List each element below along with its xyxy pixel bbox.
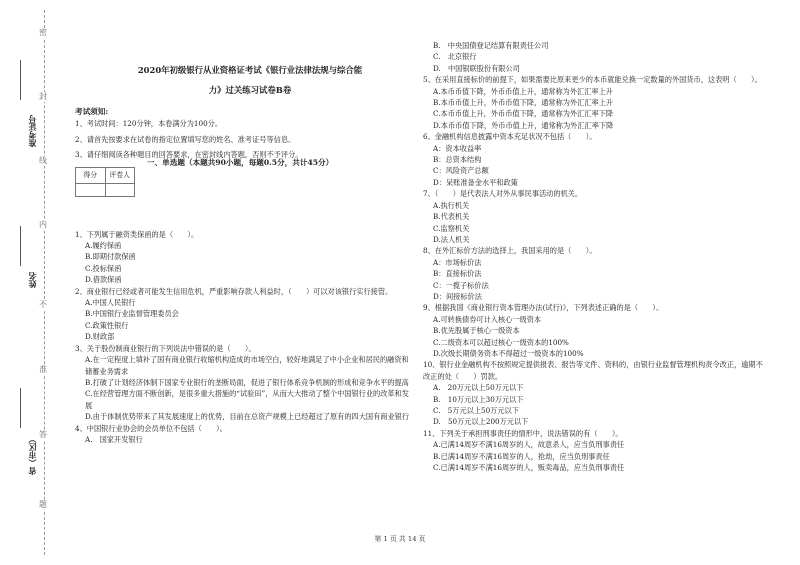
- notes-heading: 考试须知:: [75, 107, 109, 116]
- seal-word: 内: [39, 220, 47, 229]
- seal-word: 准: [39, 365, 47, 374]
- question-stem: 1、下列属于融资类保函的是（ ）。: [75, 229, 199, 239]
- seal-word: 题: [39, 500, 47, 509]
- answer-option: B：直接标价法: [433, 269, 482, 279]
- note-item: 1、考试时间：120分钟，本卷满分为100分。: [75, 119, 223, 129]
- answer-option: C：一揽子标价法: [433, 280, 489, 290]
- answer-option: A.在一定程度上填补了国有商业银行收缩机构造成的市场空白，较好地满足了中小企业和居民的融资和储蓄业务需求: [85, 355, 409, 376]
- score-box-entry[interactable]: [75, 184, 135, 197]
- question-stem: 3、关于股份制商业银行的下列说法中错误的是（ ）。: [75, 343, 256, 353]
- binding-strip: [0, 0, 60, 565]
- answer-option: D. 中国银联股份有限公司: [433, 63, 520, 73]
- question-stem: 6、金融机构信息披露中资本充足状况不包括（ ）。: [423, 132, 597, 142]
- answer-option: D.由于体制优势带来了其发展速度上的优势，目前在总资产规模上已经超过了原有的四大国有商业银行: [85, 412, 410, 422]
- answer-option: A.履约保函: [85, 241, 122, 251]
- right-column: [423, 40, 768, 473]
- answer-option: D.本币币值下降，外币币值上升，通常称为外汇汇率下降: [433, 120, 614, 130]
- question-stem: 11、下列关于承担刑事责任的情形中，说法错误的有（ ）。: [423, 428, 623, 438]
- left-column: [75, 60, 415, 445]
- province-field[interactable]: [20, 388, 21, 428]
- answer-option: D. 50万元以上200万元以下: [433, 417, 529, 427]
- name-field[interactable]: [20, 226, 21, 266]
- section-title: 一、单选题（本题共90小题，每题0.5分，共计45分）: [147, 157, 334, 167]
- answer-option: B. 10万元以上30万元以下: [433, 394, 524, 404]
- answer-option: C：风险资产总额: [433, 166, 489, 176]
- answer-option: C.政策性银行: [85, 320, 129, 330]
- admission-number-field[interactable]: [20, 60, 21, 100]
- answer-option: C.本币币值上升，外币币值下降，通常称为外汇汇率下降: [433, 109, 614, 119]
- grader-label: 评卷人: [109, 170, 130, 179]
- answer-option: C. 5万元以上50万元以下: [433, 406, 519, 415]
- question-stem: 7、（ ）是代表法人对外从事民事活动的机关。: [423, 189, 583, 199]
- page-footer: 第 1 页 共 14 页: [374, 535, 426, 543]
- answer-option: A.可转换债券可计入核心一级资本: [433, 314, 542, 324]
- answer-option: A.已满14周岁不满16周岁的人，故意杀人，应当负刑事责任: [433, 440, 625, 450]
- score-label: 得分: [76, 168, 106, 183]
- answer-option: A：市场标价法: [433, 257, 482, 267]
- answer-option: C.已满14周岁不满16周岁的人，贩卖毒品，应当负刑事责任: [433, 463, 625, 473]
- exam-title: [75, 60, 415, 100]
- question-stem: 5、在采用直接标价的前提下，如果需要比原来更少的本币就能兑换一定数量的外国货币，这表明（ ）。: [423, 75, 762, 85]
- answer-option: B.即期付款保函: [85, 252, 136, 262]
- seal-word: 答: [39, 430, 47, 439]
- answer-option: D.财政部: [85, 332, 115, 342]
- answer-option: C. 北京银行: [433, 52, 477, 62]
- answer-option: C.二级资本可以超过核心一级资本的100%: [433, 337, 569, 347]
- answer-option: D.法人机关: [433, 234, 470, 244]
- answer-option: B.中国银行业监督管理委员会: [85, 309, 179, 319]
- question-stem: 4、中国银行业协会的会员单位不包括（ ）。: [75, 423, 227, 433]
- exam-title-line-2: 力》过关练习试卷B卷: [208, 85, 292, 95]
- grader-entry-cell[interactable]: [106, 184, 135, 196]
- answer-option: A.本币币值下降，外币币值上升，通常称为外汇汇率上升: [433, 86, 613, 96]
- answer-option: B.优先股属于核心一级资本: [433, 326, 520, 336]
- score-box: [75, 167, 135, 184]
- seal-word: 密: [39, 28, 47, 37]
- seal-word: 不: [39, 300, 47, 309]
- answer-option: A. 国家开发银行: [85, 434, 143, 444]
- section-header: [75, 157, 415, 195]
- answer-option: A.中国人民银行: [85, 298, 136, 308]
- answer-option: A：资本收益率: [433, 143, 482, 153]
- exam-title-line-1: 2020年初级银行从业资格证考试《银行业法律法规与综合能: [137, 65, 363, 75]
- question-stem: 2、商业银行已经或者可能发生信用危机，严重影响存款人利益时，（ ）可以对该银行实行接管。: [75, 286, 393, 296]
- question-list-left: [75, 229, 415, 446]
- answer-option: B.代表机关: [433, 212, 470, 222]
- name-label: 姓名: [27, 272, 37, 288]
- seal-word: 封: [39, 92, 47, 101]
- question-stem: 8、在外汇标价方法的选择上，我国采用的是（ ）。: [423, 246, 597, 256]
- note-item: 3、请仔细阅读各种题目的回答要求，在密封线内答题，否则不予评分。: [75, 150, 303, 160]
- answer-option: B.本币币值上升，外币币值下降，通常称为外汇汇率上升: [433, 98, 614, 108]
- answer-option: C.监察机关: [433, 223, 470, 233]
- answer-option: C.投标保函: [85, 263, 122, 273]
- answer-option: A.执行机关: [433, 200, 470, 210]
- score-entry-cell[interactable]: [76, 184, 106, 196]
- answer-option: B.已满14周岁不满16周岁的人，抢劫，应当负刑事责任: [433, 451, 610, 461]
- seal-word: 线: [39, 156, 47, 165]
- answer-option: B：总资本结构: [433, 155, 482, 165]
- answer-option: B.打破了计划经济体制下国家专业银行的垄断局面，促进了银行体系竞争机制的形成和竞争水平的提高: [85, 377, 409, 387]
- answer-option: D.次级长期债务资本不得超过一级资本的100%: [433, 348, 584, 358]
- province-label: 省（市区）: [27, 435, 37, 475]
- answer-option: A. 20万元以上50万元以下: [433, 383, 524, 393]
- answer-option: D：间接标价法: [433, 291, 482, 301]
- answer-option: D.借款保函: [85, 275, 122, 285]
- note-item: 2、请首先按要求在试卷的指定位置填写您的姓名、准考证号等信息。: [75, 134, 296, 144]
- question-stem: 10、银行业金融机构不按照规定提供报表、报告等文件、资料的，由银行业监督管理机构责令改正，逾期不改正的处（ ）罚款。: [423, 360, 763, 381]
- answer-option: C.在经营管理方面不断创新，是很多重大措施的“试验田”，从而大大推动了整个中国银行业的改革和发展: [85, 389, 409, 410]
- admission-number-label: 准考证号: [27, 115, 37, 147]
- answer-option: D：呆账准备金水平和政策: [433, 177, 518, 187]
- question-stem: 9、根据我国《商业银行资本管理办法(试行)》，下列表述正确的是（ ）。: [423, 303, 664, 313]
- answer-option: B. 中央国债登记结算有限责任公司: [433, 41, 549, 50]
